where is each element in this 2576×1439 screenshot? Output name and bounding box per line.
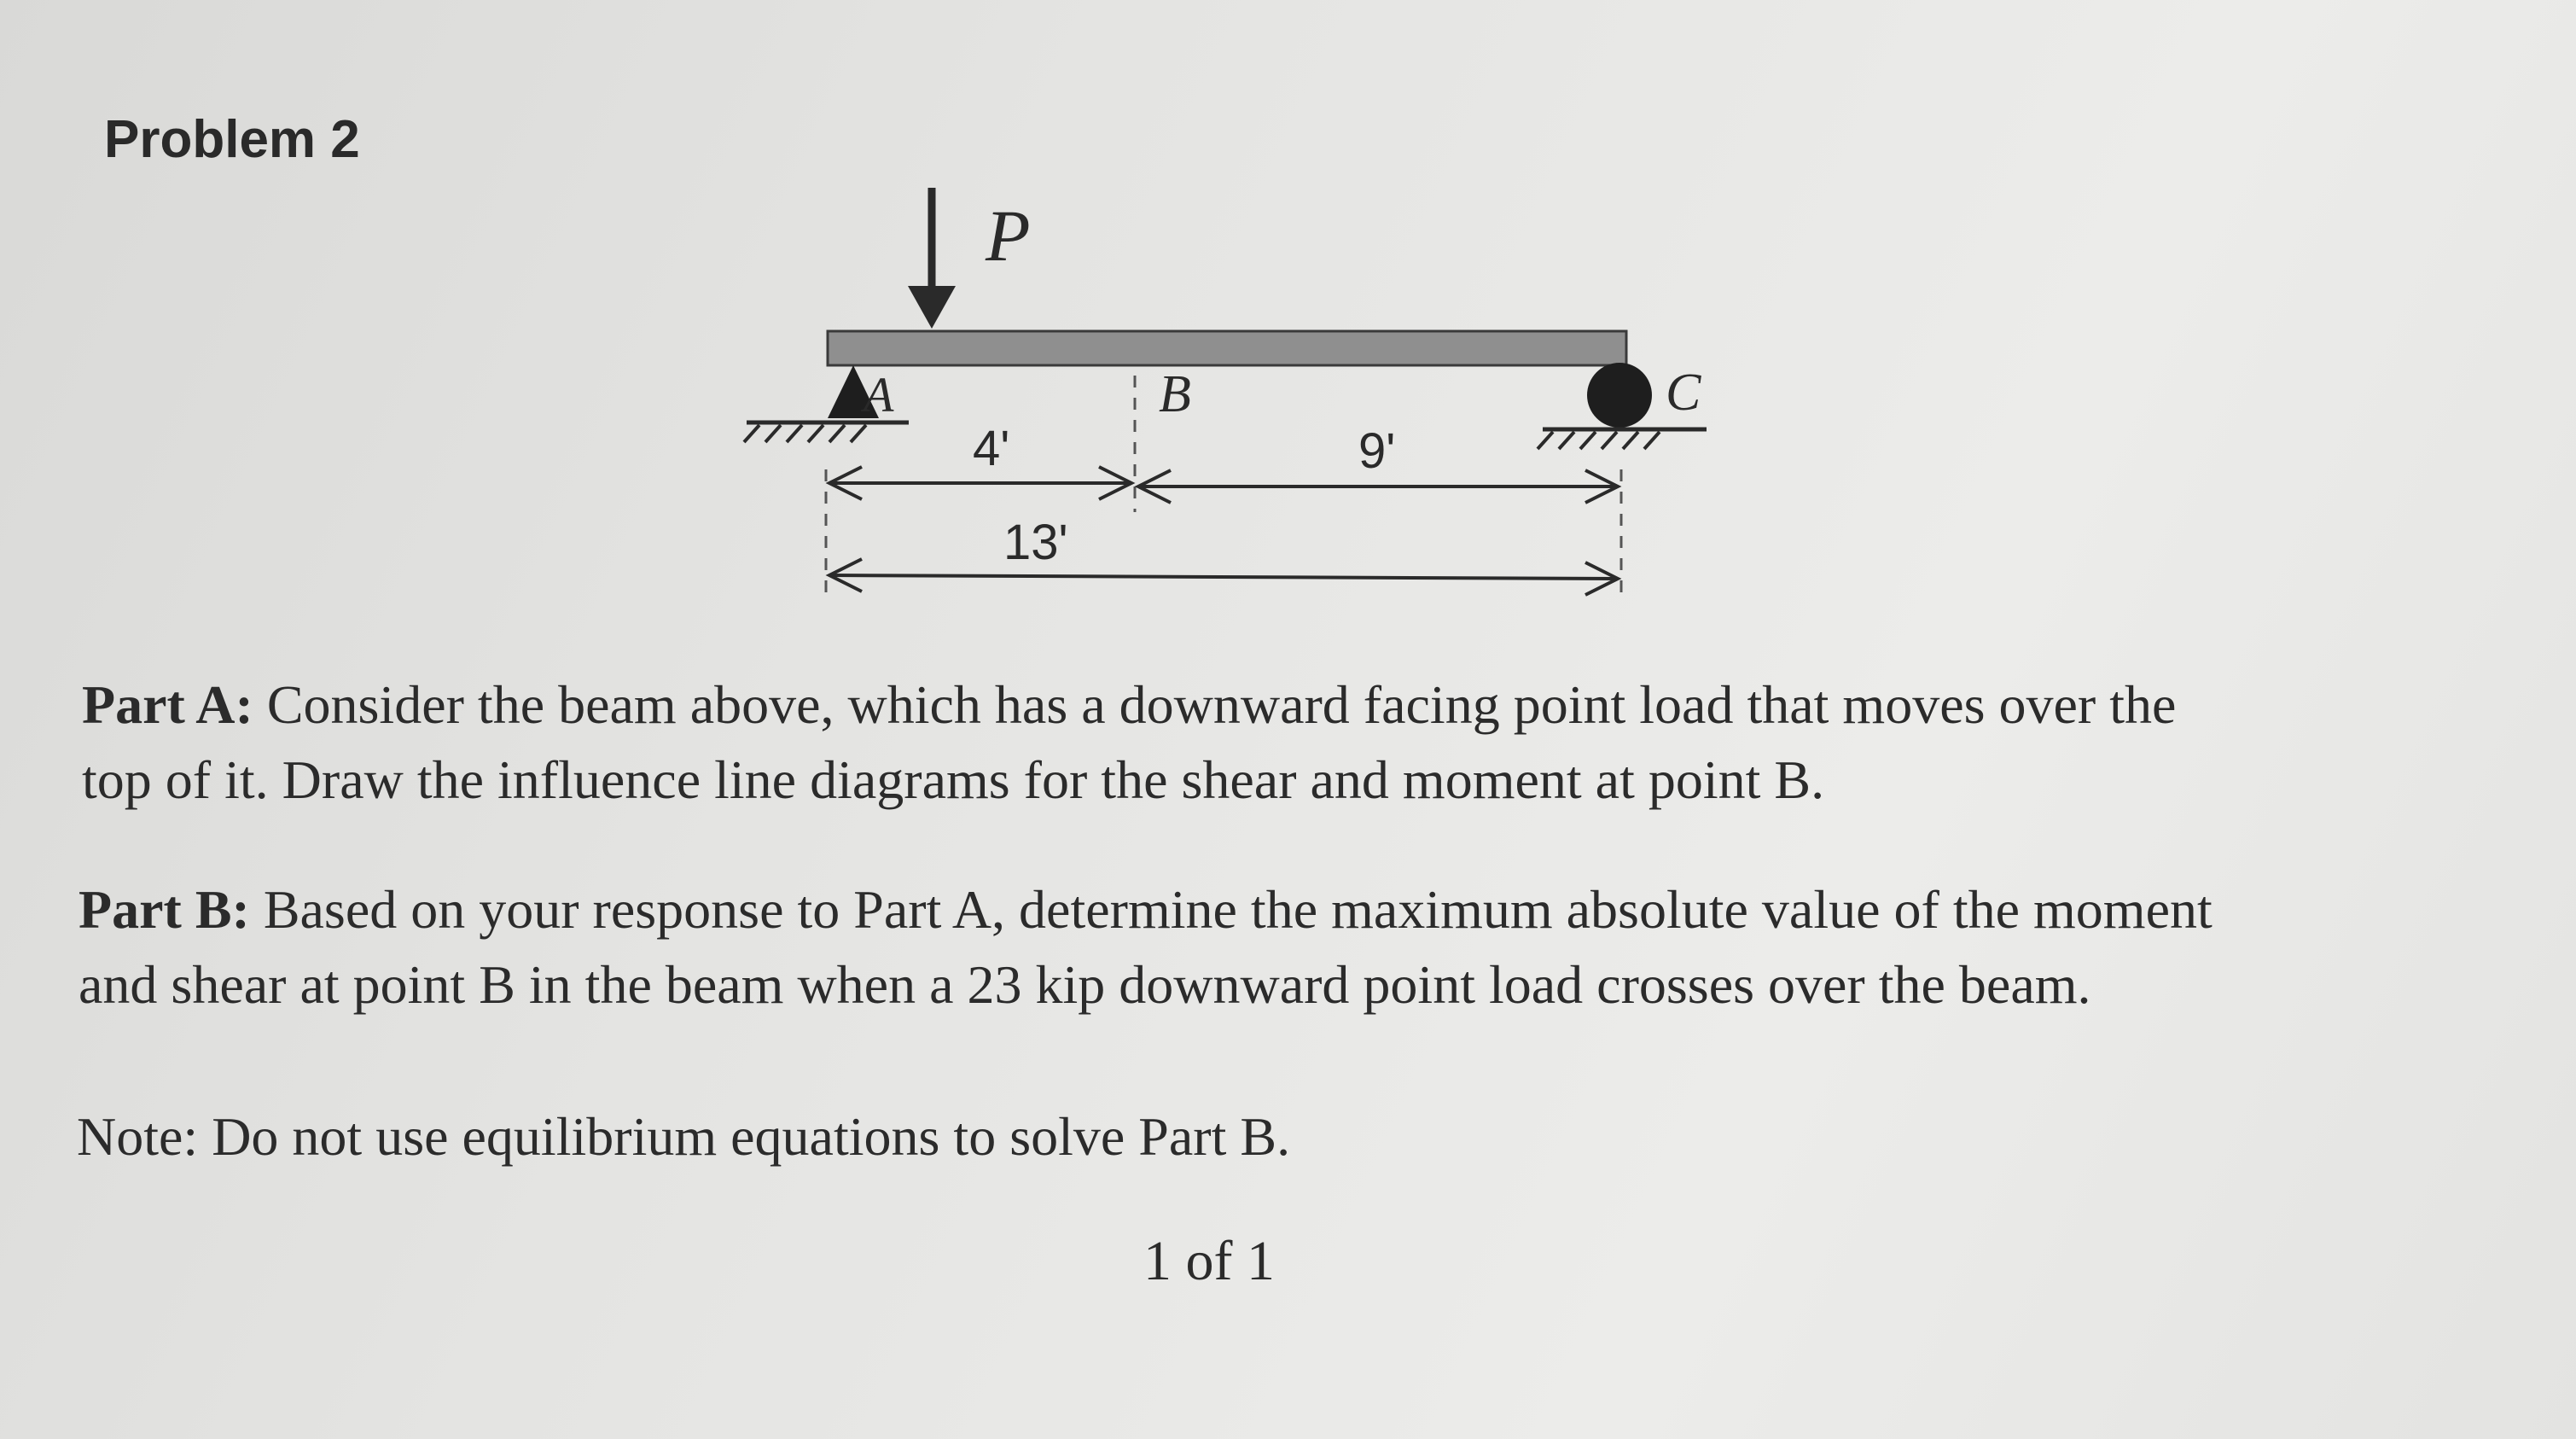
problem-title: Problem 2 (104, 110, 360, 169)
dimension-ac-label: 13' (1003, 515, 1068, 570)
dimension-ab-label: 4' (973, 421, 1010, 476)
support-c-label: C (1666, 364, 1701, 422)
part-a-line2: top of it. Draw the influence line diagrams for the shear and moment at point B. (82, 749, 1825, 810)
dimension-ac (829, 559, 1618, 595)
beam-diagram (0, 0, 2576, 649)
point-b-label: B (1159, 365, 1191, 423)
page-count: 1 of 1 (1143, 1230, 1275, 1292)
note-text: Note: Do not use equilibrium equations to solve Part B. (77, 1106, 1291, 1167)
support-a-label: A (864, 367, 894, 422)
part-a-heading: Part A: (82, 674, 253, 735)
load-label: P (986, 195, 1031, 277)
dimension-bc-label: 9' (1358, 423, 1396, 479)
load-arrow (908, 188, 956, 329)
part-a-line1: Consider the beam above, which has a downward facing point load that moves over the (266, 674, 2177, 735)
part-b-line1: Based on your response to Part A, determine the maximum absolute value of the moment (263, 879, 2213, 940)
part-b-line2: and shear at point B in the beam when a 23 kip downward point load crosses over the beam. (79, 954, 2091, 1015)
part-b-text (79, 872, 2213, 1022)
part-a-text (82, 667, 2176, 818)
part-b-heading: Part B: (79, 879, 250, 940)
beam (828, 331, 1626, 365)
